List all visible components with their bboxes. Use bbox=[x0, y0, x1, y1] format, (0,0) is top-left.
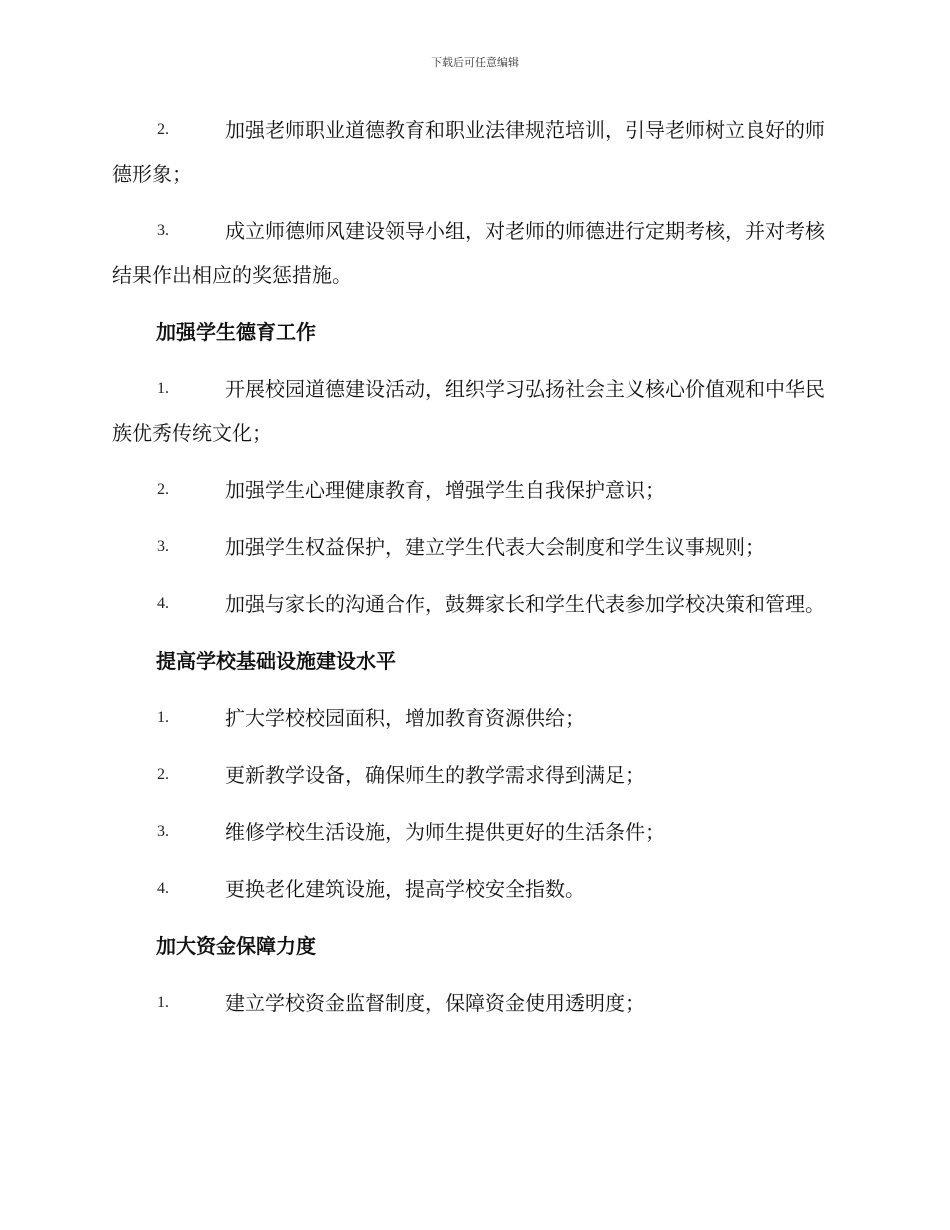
list-text: 加强老师职业道德教育和职业法律规范培训，引导老师树立良好的师德形象； bbox=[112, 118, 825, 186]
list-item bbox=[112, 108, 834, 196]
list-text: 加强与家长的沟通合作，鼓舞家长和学生代表参加学校决策和管理。 bbox=[225, 592, 825, 616]
document-body bbox=[112, 108, 834, 1038]
list-number: 1. bbox=[157, 380, 169, 397]
list-number: 1. bbox=[157, 709, 169, 726]
list-item bbox=[112, 867, 834, 911]
list-number: 2. bbox=[157, 121, 169, 138]
list-item bbox=[112, 582, 834, 626]
list-text: 更新教学设备，确保师生的教学需求得到满足； bbox=[225, 763, 645, 787]
list-number: 2. bbox=[157, 481, 169, 498]
list-item bbox=[112, 753, 834, 797]
list-item bbox=[112, 981, 834, 1025]
list-text: 开展校园道德建设活动，组织学习弘扬社会主义核心价值观和中华民族优秀传统文化； bbox=[112, 377, 825, 445]
page-header: 下载后可任意编辑 bbox=[431, 56, 519, 69]
section-heading: 提高学校基础设施建设水平 bbox=[156, 649, 396, 673]
list-number: 2. bbox=[157, 766, 169, 783]
list-text: 更换老化建筑设施，提高学校安全指数。 bbox=[225, 877, 585, 901]
list-number: 3. bbox=[157, 823, 169, 840]
list-item bbox=[112, 367, 834, 455]
list-number: 1. bbox=[157, 994, 169, 1011]
list-text: 成立师德师风建设领导小组，对老师的师德进行定期考核，并对考核结果作出相应的奖惩措施。 bbox=[112, 219, 825, 287]
list-text: 加强学生权益保护，建立学生代表大会制度和学生议事规则； bbox=[225, 535, 765, 559]
list-number: 3. bbox=[157, 222, 169, 239]
list-number: 4. bbox=[157, 595, 169, 612]
list-item bbox=[112, 810, 834, 854]
list-text: 加强学生心理健康教育，增强学生自我保护意识； bbox=[225, 478, 665, 502]
list-item bbox=[112, 468, 834, 512]
list-item bbox=[112, 209, 834, 297]
list-number: 4. bbox=[157, 880, 169, 897]
section-heading: 加大资金保障力度 bbox=[156, 934, 316, 958]
list-text: 建立学校资金监督制度，保障资金使用透明度； bbox=[225, 991, 645, 1015]
list-text: 扩大学校校园面积，增加教育资源供给； bbox=[225, 706, 585, 730]
list-number: 3. bbox=[157, 538, 169, 555]
list-text: 维修学校生活设施，为师生提供更好的生活条件； bbox=[225, 820, 665, 844]
list-item bbox=[112, 525, 834, 569]
section-heading: 加强学生德育工作 bbox=[156, 320, 316, 344]
list-item bbox=[112, 696, 834, 740]
